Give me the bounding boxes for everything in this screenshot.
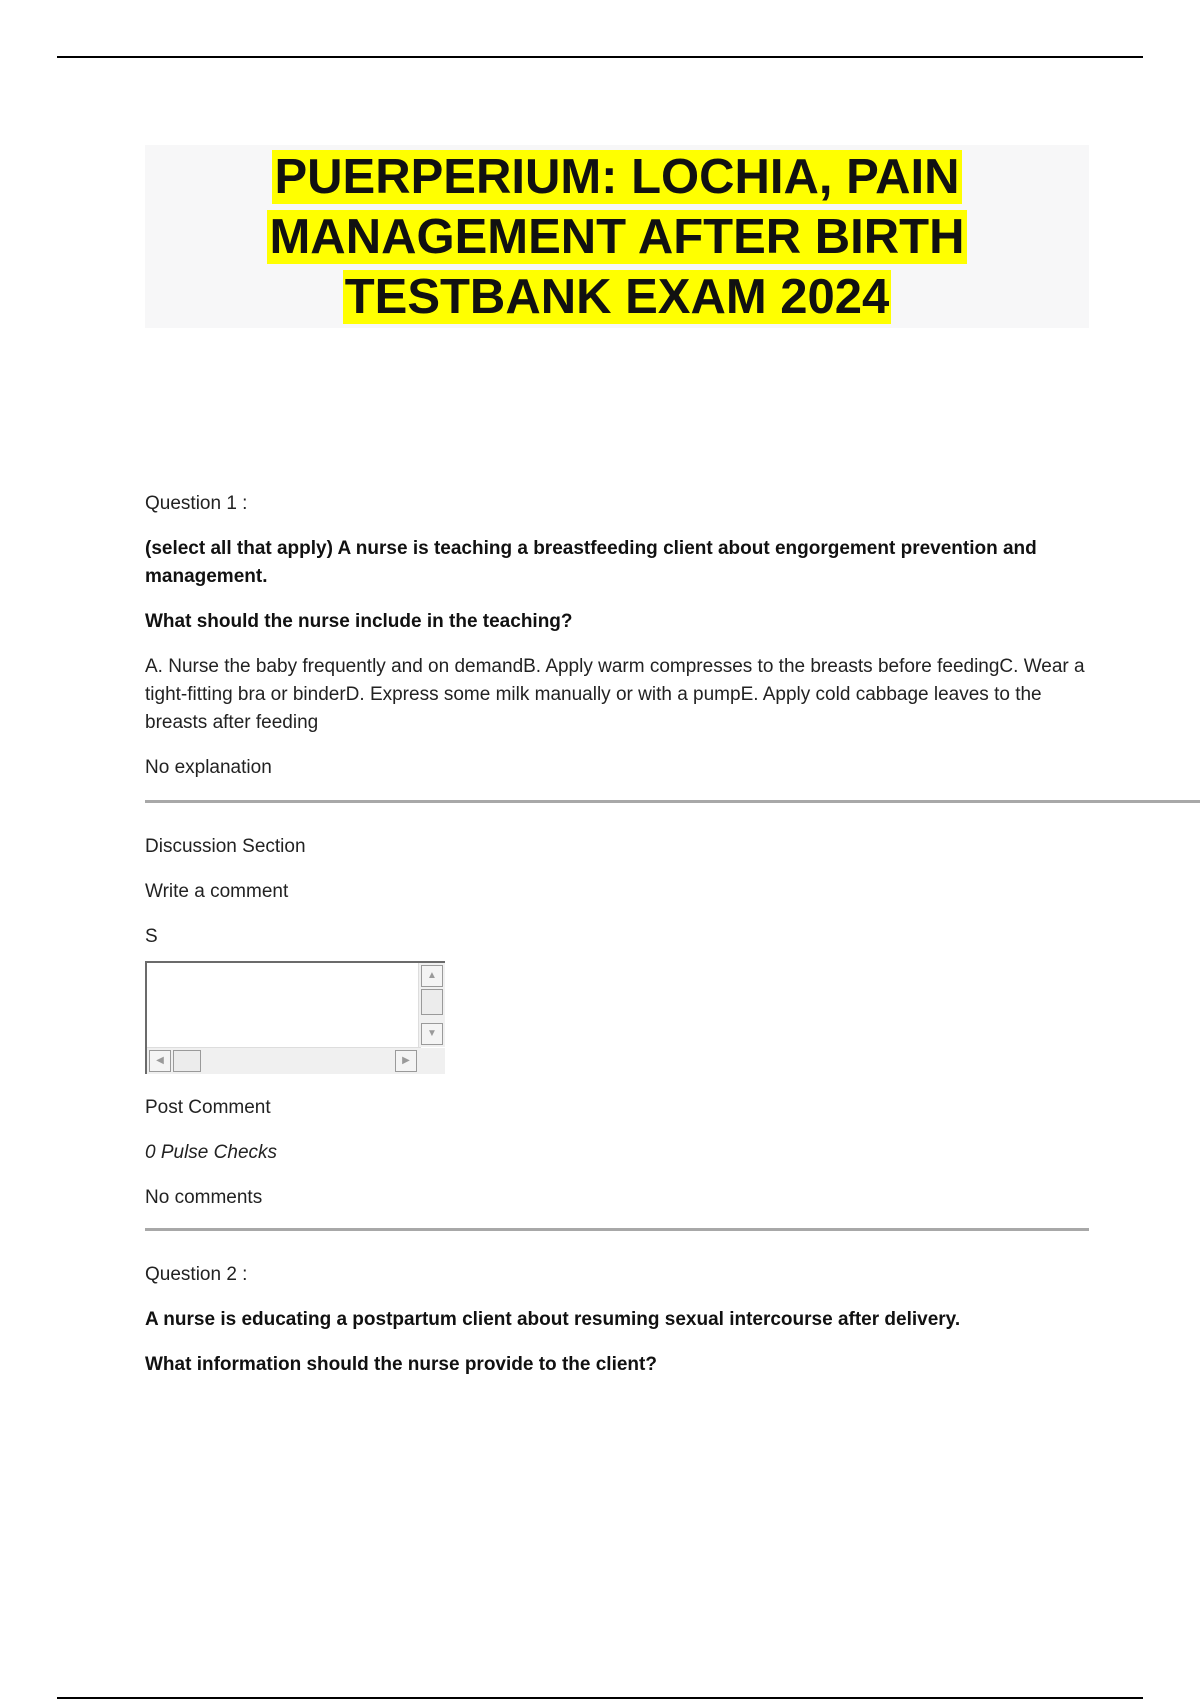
question-2-label: Question 2 :: [145, 1264, 248, 1285]
triangle-left-icon[interactable]: ◀: [149, 1050, 171, 1072]
triangle-right-icon[interactable]: ▶: [395, 1050, 417, 1072]
title-line-2: MANAGEMENT AFTER BIRTH: [269, 210, 965, 264]
question-2-prompt: A nurse is educating a postpartum client about resuming sexual intercourse after delivery.: [145, 1309, 961, 1330]
post-comment-button[interactable]: Post Comment: [145, 1097, 271, 1118]
question-1-ask: What should the nurse include in the teaching?: [145, 611, 573, 632]
user-initial: S: [145, 926, 158, 947]
page-title: [145, 145, 1089, 327]
top-rule: [57, 56, 1143, 58]
horizontal-scroll-thumb[interactable]: [173, 1050, 201, 1072]
bottom-rule: [57, 1697, 1143, 1699]
triangle-down-icon[interactable]: ▼: [421, 1023, 443, 1045]
document-body: [145, 490, 1085, 1396]
comment-textarea-frame: [145, 961, 445, 1074]
question-1-options: A. Nurse the baby frequently and on demandB. Apply warm compresses to the breasts before feedingC. Wear a tight-fitting bra or binderD. Express some milk manually or with a pumpE. Apply cold cabbage leaves to the breasts after feeding: [145, 656, 1085, 733]
comment-input[interactable]: [147, 963, 421, 1051]
vertical-scrollbar[interactable]: [418, 963, 445, 1047]
title-line-1: PUERPERIUM: LOCHIA, PAIN: [274, 150, 960, 204]
write-comment-label: Write a comment: [145, 881, 289, 902]
pulse-checks-count: 0 Pulse Checks: [145, 1142, 278, 1163]
discussion-section-label: Discussion Section: [145, 836, 306, 857]
question-1-label: Question 1 :: [145, 493, 248, 514]
title-banner: [145, 145, 1089, 328]
horizontal-scrollbar[interactable]: [147, 1047, 421, 1074]
triangle-up-icon[interactable]: ▲: [421, 965, 443, 987]
question-2-ask: What information should the nurse provide to the client?: [145, 1354, 657, 1375]
no-comments-text: No comments: [145, 1187, 263, 1208]
title-line-3: TESTBANK EXAM 2024: [344, 270, 890, 324]
vertical-scroll-thumb[interactable]: [421, 989, 443, 1015]
scrollbar-corner: [419, 1048, 445, 1074]
question-1-prompt: (select all that apply) A nurse is teaching a breastfeeding client about engorgement prevention and management.: [145, 538, 1037, 587]
section-divider: [145, 800, 1200, 803]
comments-divider: [145, 1228, 1089, 1231]
question-1-explanation: No explanation: [145, 757, 272, 778]
